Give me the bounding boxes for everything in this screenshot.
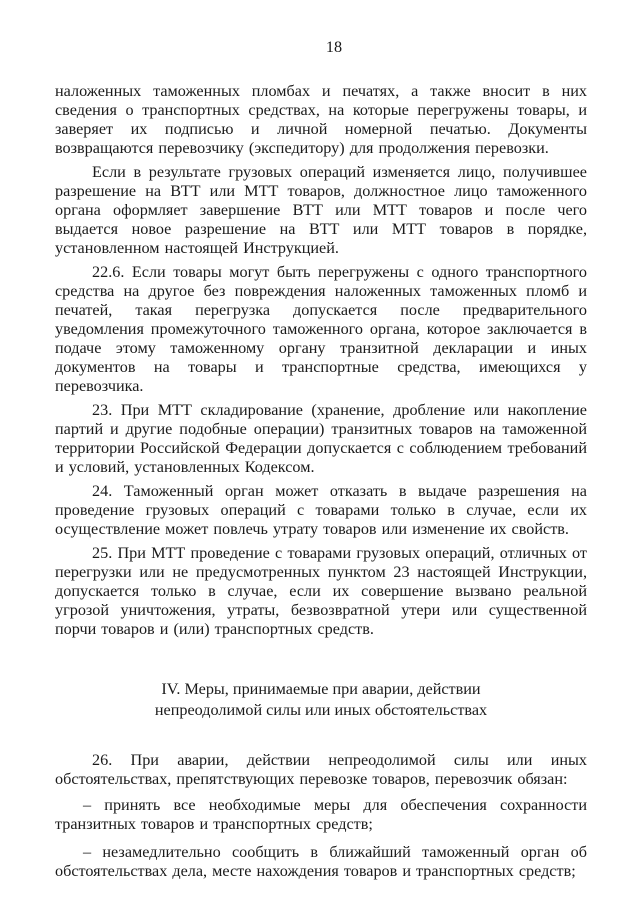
section-heading-line2: непреодолимой силы или иных обстоятельствах [154,701,488,719]
paragraph-25: 25. При МТТ проведение с товарами грузовых операций, отличных от перегрузки или не предусмотренных пунктом 23 настоящей Инструкции, допускается только в случае, если их совершение вызвано реальной угрозой уничтожения, утраты, безвозвратной утери или существенной порчи товаров и (или) транспортных средств. [55,544,587,638]
list-item-notify-customs: – незамедлительно сообщить в ближайший таможенный орган об обстоятельствах дела, месте нахождения товаров и транспортных средств; [55,843,587,880]
section-heading-line1: IV. Меры, принимаемые при аварии, действии [161,680,481,698]
paragraph-26: 26. При аварии, действии непреодолимой силы или иных обстоятельствах, препятствующих перевозке товаров, перевозчик обязан: [55,751,587,788]
page-number: 18 [325,38,343,56]
paragraph-24: 24. Таможенный орган может отказать в выдаче разрешения на проведение грузовых операций с товарами только в случае, если их осуществление может повлечь утрату товаров или изменение их свойств. [55,482,587,538]
paragraph-23: 23. При МТТ складирование (хранение, дробление или накопление партий и другие подобные операции) транзитных товаров на таможенной территории Российской Федерации допускается с соблюдением требований и условий, установленных Кодексом. [55,401,587,476]
section-heading [55,679,587,721]
paragraph-22-6: 22.6. Если товары могут быть перегружены с одного транспортного средства на другое без повреждения наложенных таможенных пломб и печатей, такая перегрузка допускается после предварительного уведомления промежуточного таможенного органа, которое заключается в подаче этому таможенному органу транзитной декларации и иных документов на товары и транспортные средства, имеющихся у перевозчика. [55,263,587,395]
paragraph-continuation: наложенных таможенных пломбах и печатях, а также вносит в них сведения о транспортных средствах, на которые перегружены товары, и заверяет их подписью и личной номерной печатью. Документы возвращаются перевозчику (экспедитору) для продолжения перевозки. [55,82,587,157]
list-item-take-measures: – принять все необходимые меры для обеспечения сохранности транзитных товаров и транспортных средств; [55,796,587,833]
paragraph-btt-mtt-change: Если в результате грузовых операций изменяется лицо, получившее разрешение на ВТТ или МТТ товаров, должностное лицо таможенного органа оформляет завершение ВТТ или МТТ товаров и после чего выдается новое разрешение на ВТТ или МТТ товаров в порядке, установленном настоящей Инструкцией. [55,163,587,257]
